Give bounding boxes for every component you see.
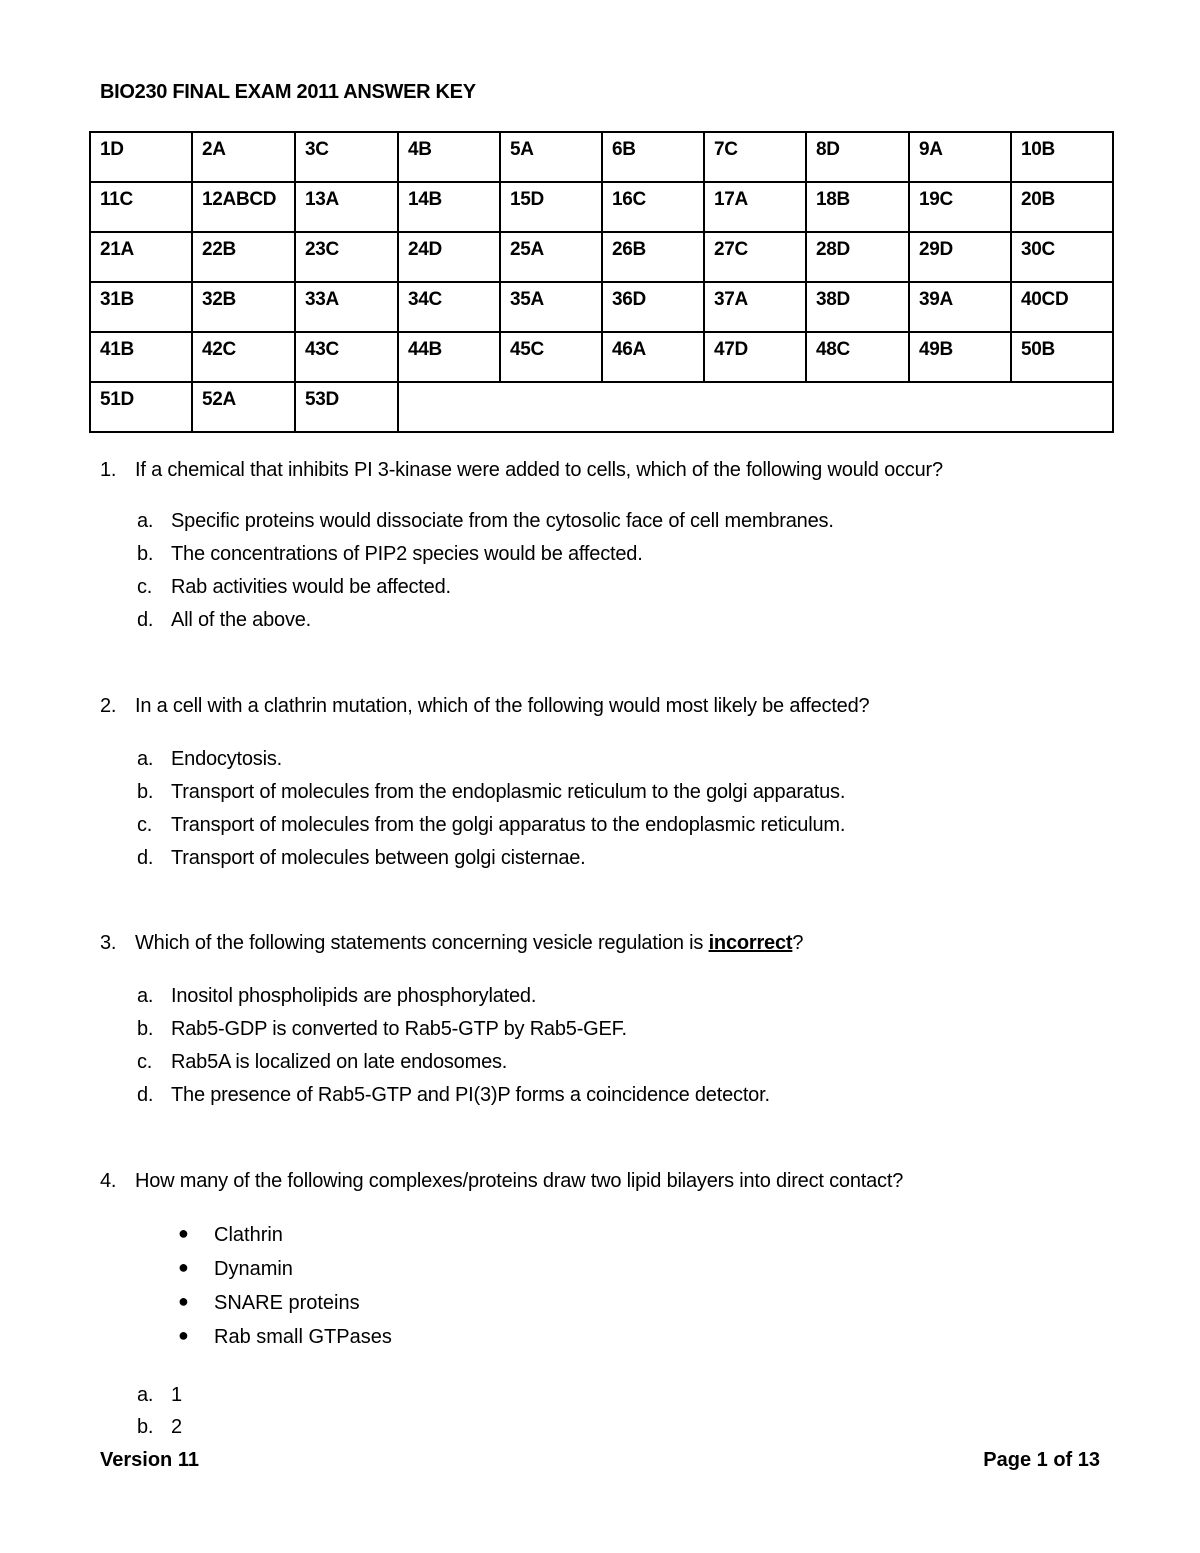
option-text: The presence of Rab5-GTP and PI(3)P forms a coincidence detector. [171,1084,770,1106]
answer-cell: 44B [398,332,500,382]
answer-cell: 24D [398,232,500,282]
answer-cell: 9A [909,132,1011,182]
answer-cell: 12ABCD [192,182,295,232]
answer-key-row [90,232,1113,282]
version-label: Version 11 [100,1449,199,1471]
answer-cell: 10B [1011,132,1113,182]
answer-cell: 6B [602,132,704,182]
answer-key-table [89,131,1114,433]
answer-cell: 53D [295,382,398,432]
answer-cell: 32B [192,282,295,332]
answer-cell: 23C [295,232,398,282]
option-letter: b. [137,781,154,803]
answer-cell: 25A [500,232,602,282]
answer-cell: 45C [500,332,602,382]
answer-cell: 39A [909,282,1011,332]
option-text: Specific proteins would dissociate from the cytosolic face of cell membranes. [171,510,834,532]
answer-cell: 26B [602,232,704,282]
bullet-icon: ● [178,1257,189,1277]
option-text: Endocytosis. [171,748,282,770]
option-letter: c. [137,1051,153,1073]
bullet-icon: ● [178,1291,189,1311]
bullet-text: Rab small GTPases [214,1326,392,1348]
answer-cell: 22B [192,232,295,282]
answer-cell: 34C [398,282,500,332]
question-number: 3. [100,932,117,954]
page-number: Page 1 of 13 [983,1449,1100,1471]
question-stem: How many of the following complexes/proteins draw two lipid bilayers into direct contact? [135,1170,904,1192]
bullet-icon: ● [178,1325,189,1345]
option-letter: c. [137,814,153,836]
answer-cell: 3C [295,132,398,182]
option-letter: d. [137,847,154,869]
answer-cell: 48C [806,332,909,382]
option-letter: c. [137,576,153,598]
answer-cell: 40CD [1011,282,1113,332]
option-text: Rab5-GDP is converted to Rab5-GTP by Rab5-GEF. [171,1018,627,1040]
option-letter: b. [137,1018,154,1040]
answer-cell: 4B [398,132,500,182]
question-stem: In a cell with a clathrin mutation, which of the following would most likely be affected? [135,695,870,717]
answer-cell: 28D [806,232,909,282]
answer-cell: 49B [909,332,1011,382]
answer-cell: 1D [90,132,192,182]
answer-cell: 2A [192,132,295,182]
answer-cell: 38D [806,282,909,332]
option-letter: d. [137,609,154,631]
answer-cell: 46A [602,332,704,382]
option-text: Transport of molecules from the endoplasmic reticulum to the golgi apparatus. [171,781,846,803]
answer-cell: 33A [295,282,398,332]
answer-key-row [90,332,1113,382]
answer-cell: 5A [500,132,602,182]
question-stem-text: Which of the following statements concerning vesicle regulation is [135,932,709,954]
answer-cell: 18B [806,182,909,232]
question-stem [135,932,803,955]
answer-cell: 31B [90,282,192,332]
answer-key-row [90,282,1113,332]
option-text: Inositol phospholipids are phosphorylated. [171,985,537,1007]
answer-cell: 37A [704,282,806,332]
answer-cell: 42C [192,332,295,382]
option-text: Rab activities would be affected. [171,576,451,598]
answer-cell: 43C [295,332,398,382]
answer-key-row [90,182,1113,232]
answer-cell: 52A [192,382,295,432]
answer-cell: 7C [704,132,806,182]
bullet-icon: ● [178,1223,189,1243]
answer-cell: 13A [295,182,398,232]
answer-cell: 15D [500,182,602,232]
option-text: All of the above. [171,609,312,631]
answer-cell: 51D [90,382,192,432]
answer-cell: 14B [398,182,500,232]
answer-cell: 35A [500,282,602,332]
answer-cell: 27C [704,232,806,282]
bullet-text: Clathrin [214,1224,283,1246]
bullet-text: SNARE proteins [214,1292,360,1314]
option-letter: d. [137,1084,154,1106]
option-text: 2 [171,1416,182,1438]
option-text: 1 [171,1384,182,1406]
bullet-text: Dynamin [214,1258,293,1280]
answer-cell: 20B [1011,182,1113,232]
answer-cell: 8D [806,132,909,182]
answer-cell: 21A [90,232,192,282]
answer-cell: 41B [90,332,192,382]
answer-cell: 17A [704,182,806,232]
emphasized-word: incorrect [708,932,793,954]
question-stem: If a chemical that inhibits PI 3-kinase were added to cells, which of the following would occur? [135,459,943,481]
document-title: BIO230 FINAL EXAM 2011 ANSWER KEY [100,81,476,103]
option-letter: b. [137,543,154,565]
question-number: 4. [100,1170,117,1192]
option-text: Transport of molecules from the golgi apparatus to the endoplasmic reticulum. [171,814,846,836]
question-number: 2. [100,695,117,717]
option-text: The concentrations of PIP2 species would be affected. [171,543,643,565]
answer-key-row [90,132,1113,182]
answer-cell: 11C [90,182,192,232]
option-text: Rab5A is localized on late endosomes. [171,1051,508,1073]
answer-cell: 30C [1011,232,1113,282]
answer-cell: 47D [704,332,806,382]
option-letter: a. [137,748,154,770]
option-letter: b. [137,1416,154,1438]
option-letter: a. [137,510,154,532]
answer-key-row [90,382,1113,432]
option-letter: a. [137,985,154,1007]
option-text: Transport of molecules between golgi cisternae. [171,847,586,869]
answer-cell: 50B [1011,332,1113,382]
answer-cell: 19C [909,182,1011,232]
answer-cell: 16C [602,182,704,232]
question-number: 1. [100,459,117,481]
answer-cell: 29D [909,232,1011,282]
empty-merged-cell [398,382,1113,432]
question-stem-end: ? [792,932,804,954]
answer-cell: 36D [602,282,704,332]
option-letter: a. [137,1384,154,1406]
